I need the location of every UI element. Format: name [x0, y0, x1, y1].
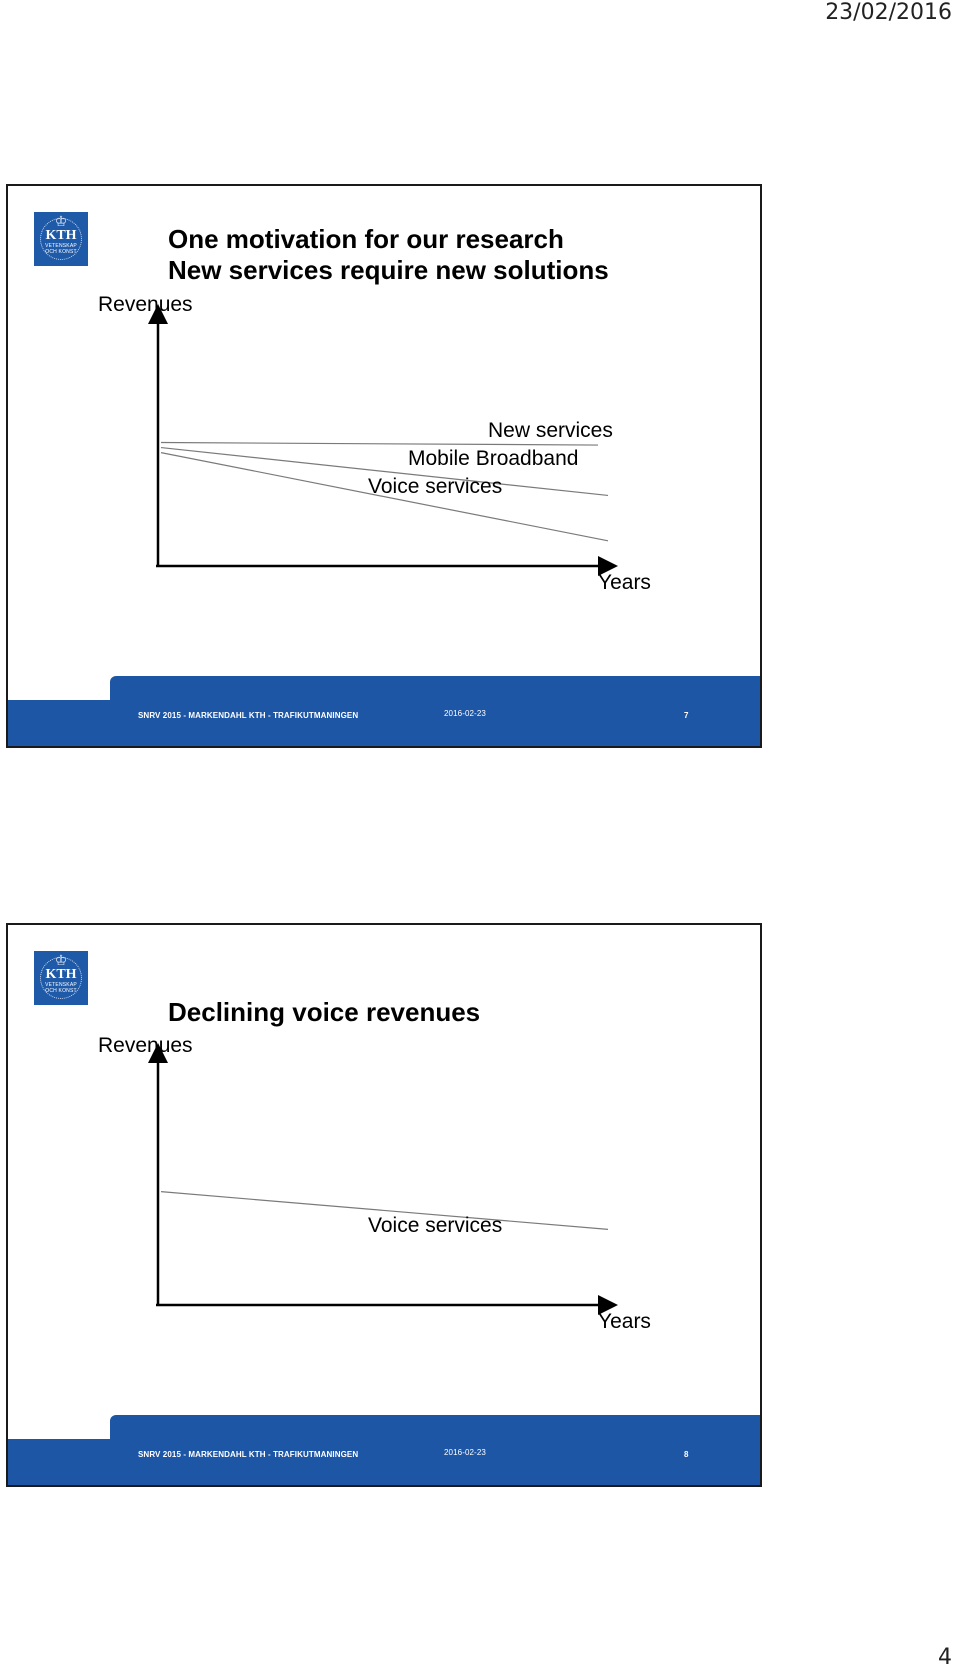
x-axis-label: Years [598, 1310, 651, 1333]
footer-bar [8, 1439, 760, 1485]
footer-date: 2016-02-23 [444, 1448, 486, 1457]
logo-text: KTH [45, 228, 77, 243]
page-number: 4 [938, 1645, 952, 1670]
series-label-new-services: New services [488, 419, 613, 442]
footer-bar [8, 700, 760, 746]
logo-subtext-2: OCH KONST [45, 249, 77, 255]
slide-number: 8 [684, 1450, 689, 1459]
slide-title-line-2: New services require new solutions [168, 255, 609, 285]
slide-number: 7 [684, 711, 689, 720]
footer-org: SNRV 2015 - MARKENDAHL KTH - TRAFIKUTMANINGEN [138, 711, 359, 720]
footer-tab [110, 676, 760, 702]
logo-subtext-2: OCH KONST [45, 988, 77, 994]
page-date: 23/02/2016 [825, 0, 952, 25]
y-axis-label: Revenues [98, 293, 193, 316]
series-label-voice-services: Voice services [368, 1214, 503, 1237]
y-axis-label: Revenues [98, 1034, 193, 1057]
series-label-mobile-broadband: Mobile Broadband [408, 447, 579, 470]
slide-title-line-1: One motivation for our research [168, 224, 564, 254]
slide-title: Declining voice revenues [168, 997, 481, 1027]
footer-date: 2016-02-23 [444, 709, 486, 718]
footer-org: SNRV 2015 - MARKENDAHL KTH - TRAFIKUTMANINGEN [138, 1450, 359, 1459]
crown-icon: ♔ [54, 214, 68, 230]
footer-tab [110, 1415, 760, 1441]
slide-8 [6, 923, 762, 1487]
slide-7 [6, 184, 762, 748]
revenue-chart-1 [8, 186, 762, 748]
logo-text: KTH [45, 967, 77, 982]
crown-icon: ♔ [54, 953, 68, 969]
series-label-voice-services: Voice services [368, 475, 503, 498]
logo-subtext-1: VETENSKAP [45, 982, 77, 988]
x-axis-label: Years [598, 571, 651, 594]
revenue-chart-2 [8, 925, 762, 1487]
logo-subtext-1: VETENSKAP [45, 243, 77, 249]
